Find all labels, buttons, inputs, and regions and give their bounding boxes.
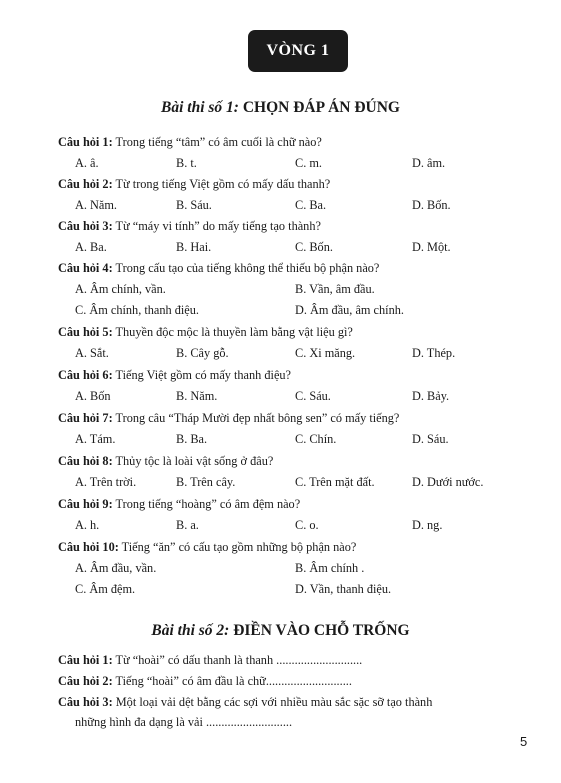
mcq-text: Trong tiếng “hoàng” có âm đệm nào?: [112, 497, 301, 511]
mcq-option: D. Thép.: [412, 346, 456, 360]
mcq-option: D. Bốn.: [412, 198, 451, 212]
mcq-text: Từ trong tiếng Việt gồm có mấy dấu thanh?: [112, 177, 331, 191]
mcq-option: B. Cây gỗ.: [176, 346, 229, 360]
mcq-option: B. Năm.: [176, 389, 218, 403]
mcq-option: C. Âm đệm.: [75, 582, 136, 596]
mcq-text: Trong câu “Tháp Mười đẹp nhất bông sen” có mấy tiếng?: [112, 411, 400, 425]
mcq-option: A. Bốn: [75, 389, 111, 403]
mcq-text: Thuyền độc mộc là thuyền làm bằng vật liệu gì?: [112, 325, 353, 339]
mcq-option: B. Âm chính .: [295, 561, 365, 575]
mcq-question-9: [58, 497, 300, 512]
fill-question-3: [58, 695, 432, 710]
fill-label: Câu hỏi 2:: [58, 674, 113, 688]
mcq-option: C. Ba.: [295, 198, 327, 212]
mcq-option: A. Âm đầu, vần.: [75, 561, 157, 575]
mcq-question-7: [58, 411, 399, 426]
mcq-option: B. Ba.: [176, 432, 208, 446]
mcq-question-8: [58, 454, 273, 469]
mcq-option: A. Tám.: [75, 432, 116, 446]
fill-question-1: [58, 653, 362, 668]
page-number: 5: [520, 734, 528, 749]
mcq-label: Câu hỏi 4:: [58, 261, 113, 275]
section-title-1: [0, 99, 561, 117]
mcq-text: Từ “máy vi tính” do mấy tiếng tạo thành?: [112, 219, 321, 233]
mcq-label: Câu hỏi 3:: [58, 219, 113, 233]
mcq-question-3: [58, 219, 321, 234]
mcq-label: Câu hỏi 8:: [58, 454, 113, 468]
mcq-option: B. a.: [176, 518, 199, 532]
fill-question-3-cont: những hình đa dạng là vải ............................: [75, 715, 293, 729]
mcq-option: D. Âm đầu, âm chính.: [295, 303, 404, 317]
mcq-option: A. h.: [75, 518, 100, 532]
mcq-option: C. Chín.: [295, 432, 337, 446]
mcq-option: A. Năm.: [75, 198, 118, 212]
mcq-label: Câu hỏi 7:: [58, 411, 113, 425]
mcq-option: D. Dưới nước.: [412, 475, 484, 489]
mcq-option: B. t.: [176, 156, 197, 170]
mcq-option: A. Âm chính, vần.: [75, 282, 166, 296]
mcq-text: Tiếng Việt gồm có mấy thanh điệu?: [112, 368, 292, 382]
mcq-text: Trong tiếng “tâm” có âm cuối là chữ nào?: [112, 135, 322, 149]
mcq-option: B. Trên cây.: [176, 475, 236, 489]
mcq-option: D. ng.: [412, 518, 443, 532]
mcq-option: D. Bảy.: [412, 389, 450, 403]
round-badge: VÒNG 1: [248, 30, 348, 72]
mcq-question-1: [58, 135, 322, 150]
mcq-question-4: [58, 261, 379, 276]
mcq-text: Trong cấu tạo của tiếng không thể thiếu bộ phận nào?: [112, 261, 380, 275]
mcq-question-5: [58, 325, 353, 340]
mcq-label: Câu hỏi 9:: [58, 497, 113, 511]
mcq-text: Tiếng “ăn” có cấu tạo gồm những bộ phận nào?: [118, 540, 357, 554]
mcq-option: A. Sắt.: [75, 346, 109, 360]
mcq-option: B. Vần, âm đầu.: [295, 282, 375, 296]
mcq-option: B. Sáu.: [176, 198, 212, 212]
fill-text: Từ “hoài” có dấu thanh là thanh ............................: [112, 653, 363, 667]
mcq-option: C. m.: [295, 156, 322, 170]
fill-text: Tiếng “hoài” có âm đầu là chữ............................: [112, 674, 352, 688]
mcq-option: C. o.: [295, 518, 319, 532]
mcq-option: B. Hai.: [176, 240, 212, 254]
mcq-option: A. â.: [75, 156, 99, 170]
mcq-option: A. Trên trời.: [75, 475, 137, 489]
mcq-question-6: [58, 368, 291, 383]
mcq-option: C. Trên mặt đất.: [295, 475, 375, 489]
mcq-option: D. Sáu.: [412, 432, 449, 446]
mcq-question-2: [58, 177, 330, 192]
mcq-label: Câu hỏi 6:: [58, 368, 113, 382]
fill-label: Câu hỏi 1:: [58, 653, 113, 667]
mcq-option: C. Xi măng.: [295, 346, 356, 360]
fill-label: Câu hỏi 3:: [58, 695, 113, 709]
mcq-text: Thủy tộc là loài vật sống ở đâu?: [112, 454, 274, 468]
mcq-option: D. âm.: [412, 156, 446, 170]
mcq-option: D. Một.: [412, 240, 451, 254]
mcq-option: C. Âm chính, thanh điệu.: [75, 303, 199, 317]
mcq-question-10: [58, 540, 356, 555]
section-title-2: [0, 622, 561, 640]
section-title-2-main: ĐIỀN VÀO CHỖ TRỐNG: [229, 622, 410, 639]
mcq-option: A. Ba.: [75, 240, 107, 254]
mcq-label: Câu hỏi 10:: [58, 540, 119, 554]
mcq-option: C. Bốn.: [295, 240, 333, 254]
mcq-label: Câu hỏi 2:: [58, 177, 113, 191]
section-title-1-prefix: Bài thi số 1:: [161, 99, 239, 116]
section-title-2-prefix: Bài thi số 2:: [151, 622, 230, 639]
mcq-label: Câu hỏi 1:: [58, 135, 113, 149]
mcq-option: D. Vần, thanh điệu.: [295, 582, 392, 596]
section-title-1-main: CHỌN ĐÁP ÁN ĐÚNG: [238, 99, 400, 116]
fill-question-2: [58, 674, 352, 689]
mcq-label: Câu hỏi 5:: [58, 325, 113, 339]
mcq-option: C. Sáu.: [295, 389, 331, 403]
fill-text: Một loại vải dệt bằng các sợi với nhiều màu sắc sặc sỡ tạo thành: [112, 695, 433, 709]
